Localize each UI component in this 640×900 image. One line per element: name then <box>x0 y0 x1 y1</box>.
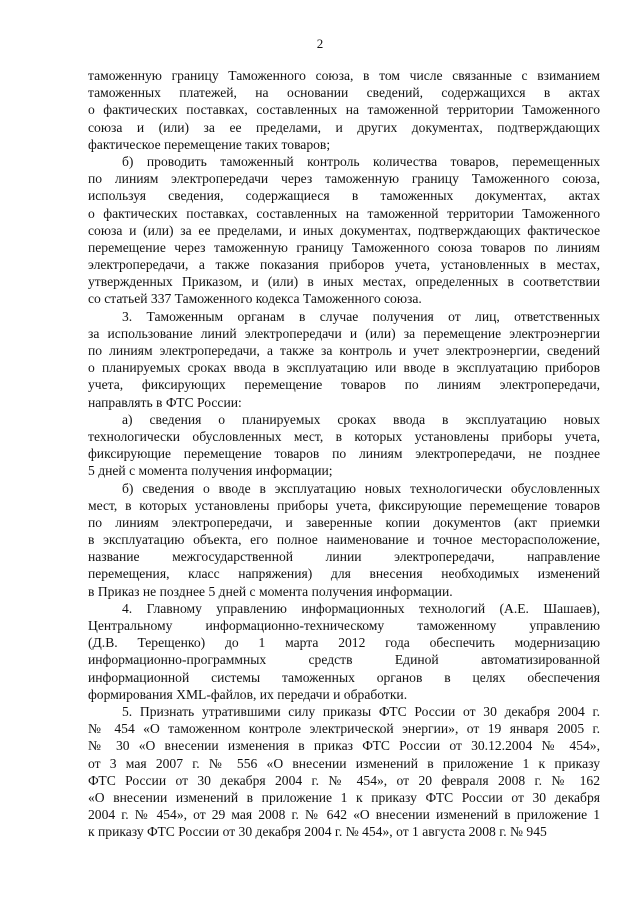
text-line: таможенную границу Таможенного союза, в том числе связанные с взиманием <box>88 68 600 83</box>
text-line: о планируемых сроках ввода в эксплуатацию или вводе в эксплуатацию приборов <box>88 360 600 376</box>
text-line: 4. Главному управлению информационных технологий (А.Е. Шашаев), <box>122 600 600 616</box>
paragraph <box>88 480 600 600</box>
text-line: 2004 г. № 454», от 29 мая 2008 г. № 642 «О внесении изменений в приложение 1 <box>88 807 600 823</box>
text-line: союза и (или) за ее пределами, и иных документах, подтверждающих фактическое <box>88 222 600 238</box>
text-line: таможенных платежей, на основании сведений, содержащихся в актах <box>88 85 600 101</box>
text-line: информационно-программных средств Единой автоматизированной <box>88 652 600 668</box>
text-line: за использование линий электропередачи и (или) за перемещение электроэнергии <box>88 325 600 341</box>
text-line: со статьей 337 Таможенного кодекса Таможенного союза. <box>88 291 422 307</box>
text-line: Центральному информационно-техническому таможенному управлению <box>88 618 600 633</box>
text-line: о фактических поставках, составленных на таможенной территории Таможенного <box>88 205 600 221</box>
text-line: электропередачи, а также показания приборов учета, установленных в местах, <box>88 257 600 273</box>
text-line: по линиям электропередачи, и заверенные копии документов (акт приемки <box>88 514 600 530</box>
paragraph <box>88 600 600 703</box>
document-body <box>88 67 600 840</box>
text-line: информационной системы таможенных органов в целях обеспечения <box>88 669 600 685</box>
paragraph <box>88 411 600 480</box>
text-line: о фактических поставках, составленных на таможенной территории Таможенного <box>88 102 600 118</box>
text-line: от 3 мая 2007 г. № 556 «О внесении изменений в приложение 1 к приказу <box>88 755 600 771</box>
text-line: № 30 «О внесении изменения в приказ ФТС России от 30.12.2004 № 454», <box>88 738 600 754</box>
text-line: (Д.В. Терещенко) до 1 марта 2012 года обеспечить модернизацию <box>88 635 600 651</box>
page-number: 2 <box>316 36 324 51</box>
text-line: б) сведения о вводе в эксплуатацию новых технологически обусловленных <box>122 480 600 496</box>
text-line: в Приказ не позднее 5 дней с момента получения информации. <box>88 583 453 599</box>
text-line: фактическое перемещение таких товаров; <box>88 136 331 152</box>
text-line: название межгосударственной линии электропередачи, направление <box>88 549 600 565</box>
text-line: а) сведения о планируемых сроках ввода в эксплуатацию новых <box>122 411 600 427</box>
paragraph <box>88 308 600 411</box>
text-line: 5. Признать утратившими силу приказы ФТС России от 30 декабря 2004 г. <box>122 703 600 719</box>
paragraph <box>88 703 600 841</box>
text-line: используя сведения, содержащиеся в таможенных документах, актах <box>88 188 600 204</box>
text-line: учета, фиксирующих перемещение товаров по линиям электропередачи, <box>88 377 600 393</box>
paragraph <box>88 67 600 153</box>
text-line: ФТС России от 30 декабря 2004 г. № 454», от 20 февраля 2008 г. № 162 <box>88 772 600 788</box>
text-line: формирования XML-файлов, их передачи и обработки. <box>88 686 408 702</box>
text-line: направлять в ФТС России: <box>88 394 242 410</box>
text-line: № 454 «О таможенном контроле электрической энергии», от 19 января 2005 г. <box>88 721 600 737</box>
text-line: в эксплуатацию объекта, его полное наименование и точное месторасположение, <box>88 532 600 548</box>
text-line: технологически обусловленных мест, в которых установлены приборы учета, <box>88 428 600 444</box>
text-line: фиксирующие перемещение товаров по линиям электропередачи, не позднее <box>88 446 600 462</box>
text-line: 3. Таможенным органам в случае получения от лиц, ответственных <box>122 308 600 324</box>
text-line: перемещения, класс напряжения) для внесения необходимых изменений <box>88 566 600 582</box>
text-line: по линиям электропередачи через таможенную границу Таможенного союза, <box>88 171 600 187</box>
text-line: мест, в которых установлены приборы учета, фиксирующие перемещение товаров <box>88 497 600 513</box>
text-line: к приказу ФТС России от 30 декабря 2004 г. № 454», от 1 августа 2008 г. № 945 <box>88 824 547 840</box>
text-line: «О внесении изменений в приложение 1 к приказу ФТС России от 30 декабря <box>88 789 600 805</box>
text-line: 5 дней с момента получения информации; <box>88 463 333 479</box>
paragraph <box>88 153 600 308</box>
text-line: союза и (или) за ее пределами, и других документах, подтверждающих <box>88 119 600 135</box>
text-line: по линиям электропередачи, а также за контроль и учет электроэнергии, сведений <box>88 343 600 358</box>
text-line: утвержденных Приказом, и (или) в иных местах, определенных в соответствии <box>88 274 600 290</box>
text-line: б) проводить таможенный контроль количества товаров, перемещенных <box>122 153 600 169</box>
text-line: перемещение через таможенную границу Таможенного союза товаров по линиям <box>88 239 600 255</box>
